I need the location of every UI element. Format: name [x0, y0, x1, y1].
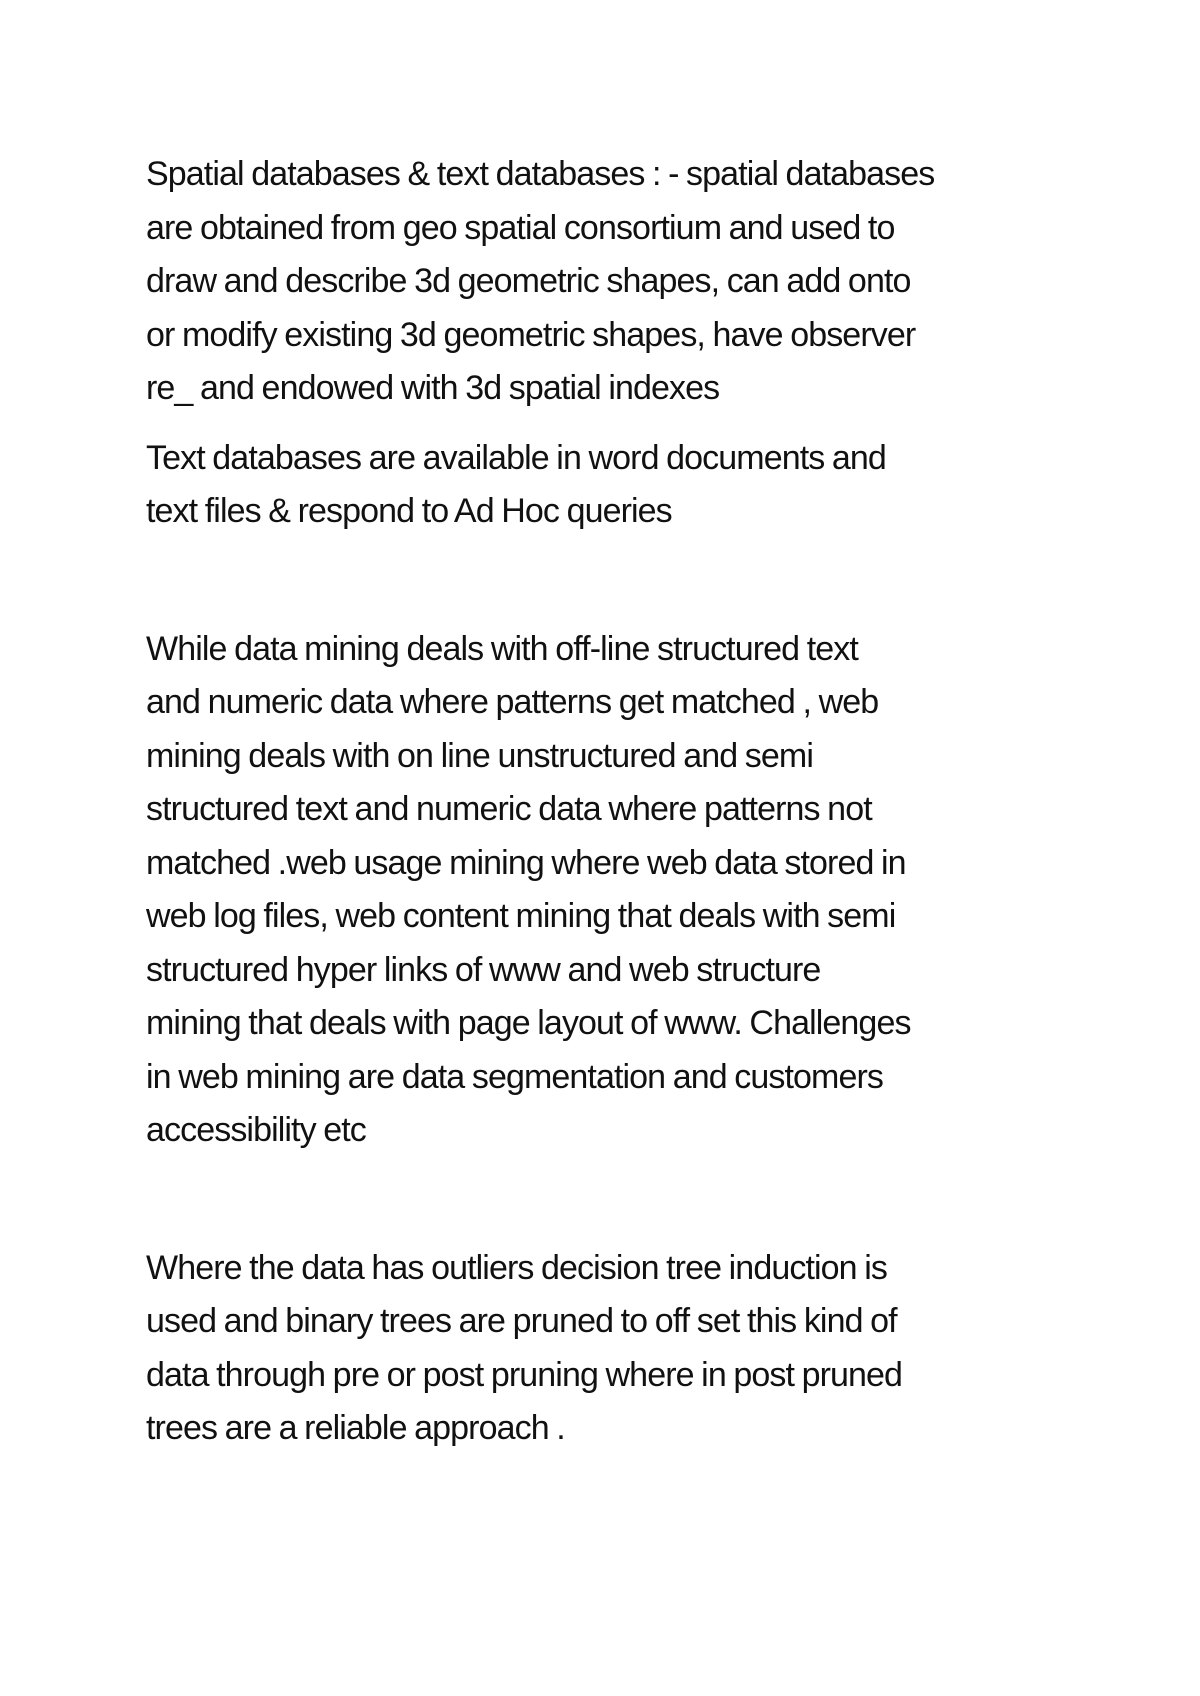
text-line: used and binary trees are pruned to off set this kind of: [146, 1302, 897, 1340]
text-line: in web mining are data segmentation and customers: [146, 1057, 884, 1096]
text-line: structured hyper links of www and web structure: [146, 950, 821, 989]
text-line: While data mining deals with off-line structured text: [146, 629, 858, 668]
text-line: and numeric data where patterns get matched , web: [146, 683, 879, 721]
text-line: draw and describe 3d geometric shapes, can add onto: [146, 262, 911, 300]
text-line: matched .web usage mining where web data stored in: [146, 843, 906, 882]
text-line: structured text and numeric data where patterns not: [146, 790, 872, 828]
paragraph-spacer: [146, 539, 1076, 623]
paragraph-text-databases: [146, 432, 1076, 539]
paragraph-spacer: [146, 416, 1076, 432]
text-line: accessibility etc: [146, 1111, 366, 1149]
document-body: [146, 148, 1076, 1456]
paragraph-web-mining: [146, 623, 1076, 1158]
text-line: mining that deals with page layout of www. Challenges: [146, 1004, 911, 1042]
paragraph-decision-tree: [146, 1242, 1076, 1456]
paragraph-spacer: [146, 1158, 1076, 1242]
text-line: data through pre or post pruning where in post pruned: [146, 1355, 903, 1394]
text-line: are obtained from geo spatial consortium and used to: [146, 208, 895, 247]
text-line: re_ and endowed with 3d spatial indexes: [146, 369, 720, 407]
paragraph-spatial-databases: [146, 148, 1076, 416]
text-line: mining deals with on line unstructured and semi: [146, 736, 813, 775]
text-line: trees are a reliable approach .: [146, 1409, 565, 1447]
text-line: Text databases are available in word documents and: [146, 438, 886, 477]
text-line: text files & respond to Ad Hoc queries: [146, 492, 672, 530]
text-line: Spatial databases & text databases : - spatial databases: [146, 155, 935, 193]
text-line: or modify existing 3d geometric shapes, have observer: [146, 315, 916, 354]
text-line: Where the data has outliers decision tree induction is: [146, 1248, 887, 1287]
text-line: web log files, web content mining that deals with semi: [146, 897, 896, 935]
